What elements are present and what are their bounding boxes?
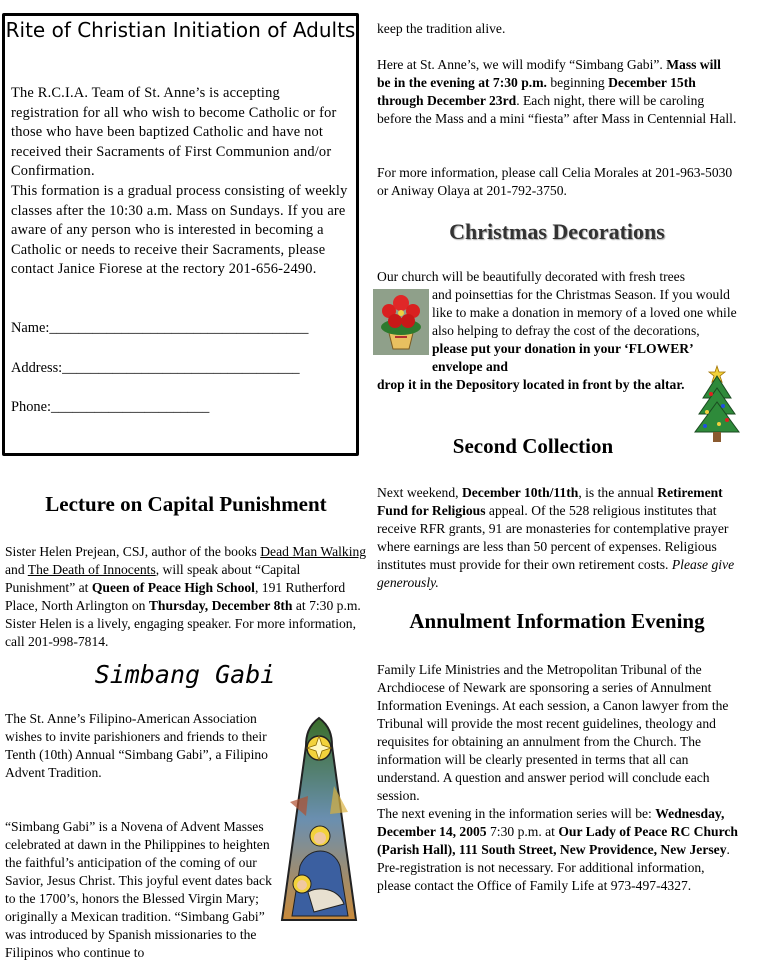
simbang-contact: For more information, please call Celia Morales at 201-963-5030 or Aniway Olaya at 201-792-3750. [377,165,733,198]
decorations-heading: Christmas Decorations [449,219,665,244]
madonna-icon [278,716,360,922]
christmas-tree-icon [693,362,741,444]
collection-text: Next weekend, December 10th/11th, is the annual Retirement Fund for Religious appeal. Of the 528 religious institutes that receive RFR grants, 91 are monasteries for contemplative prayer where earnings are less than 50 percent of expenses. Religious institutes must provide for their own retirement costs. Please give generously. [377,485,735,590]
poinsettia-icon [373,289,429,355]
simbang-continued: keep the tradition alive. [377,21,506,36]
lecture-heading: Lecture on Capital Punishment [45,492,327,516]
annulment-heading: Annulment Information Evening [409,609,705,633]
rcia-paragraph-2: This formation is a gradual process consisting of weekly classes after the 10:30 a.m. Mass on Sundays. If you are aware of any person who is interested in becoming a Catholic or needs to receive their Sacraments, please contact Janice Fiorese at the rectory 201-656-2490. [11,182,348,278]
decorations-text: and poinsettias for the Christmas Season. If you would like to make a donation in memory of a loved one while also helping to defray the cost of the decorations, please put your donation in your ‘FLOWER’ envelope and [432,287,737,374]
rcia-text [11,84,351,280]
decorations-first-line: Our church will be beautifully decorated with fresh trees [377,269,686,284]
book-title-1: Dead Man Walking [260,544,367,559]
book-title-2: The Death of Innocents [27,562,156,577]
simbang-paragraph-2: “Simbang Gabi” is a Novena of Advent Masses celebrated at dawn in the Philippines to heighten the faithful’s anticipation of the coming of our Savior, Jesus Christ. This joyful event dates back to the 1700’s, honors the Blessed Virgin Mary; originally a Mexican tradition. “Simbang Gabi” was introduced by Spanish missionaries to the Filipinos who continue to [5,819,272,960]
rcia-title: Rite of Christian Initiation of Adults [5,18,356,42]
simbang-paragraph-1: The St. Anne’s Filipino-American Association wishes to invite parishioners and friends to their Tenth (10th) Annual “Simbang Gabi”, a Filipino Advent Tradition. [5,711,268,780]
phone-field[interactable]: Phone:______________________ [11,399,210,415]
lecture-text: Sister Helen Prejean, CSJ, author of the books Dead Man Walking and The Death of Innocents, will speak about “Capital Punishment” at Queen of Peace High School, 191 Rutherford Place, North Arlington on Thursday, December 8th at 7:30 p.m. Sister Helen is a lively, engaging speaker. For more information, call 201-998-7814. [5,544,367,649]
collection-heading: Second Collection [452,434,614,458]
address-field[interactable]: Address:_________________________________ [11,360,300,376]
simbang-heading: Simbang Gabi [94,660,276,689]
simbang-paragraph-3: Here at St. Anne’s, we will modify “Simbang Gabi”. Mass will be in the evening at 7:30 p.m. beginning December 15th through December 23rd. Each night, there will be caroling before the Mass and a mini “fiesta” after Mass in Centennial Hall. [377,57,737,126]
decorations-bold-end: drop it in the Depository located in front by the altar. [377,377,685,392]
annulment-paragraph-1: Family Life Ministries and the Metropolitan Tribunal of the Archdiocese of Newark are sponsoring a series of Annulment Information Evenings. At each session, a Canon lawyer from the Tribunal will provide the most recent guidelines, theology and requisites for obtaining an annulment from the Church. The information will be clearly presented in terms that all can understand. A question and answer period will conclude each session. [377,662,729,803]
rcia-paragraph-1: The R.C.I.A. Team of St. Anne’s is accepting registration for all who wish to become Catholic or for those who have been baptized Catholic and have not received their Sacraments of First Communion and/or Confirmation. [11,85,337,180]
name-field[interactable]: Name:____________________________________ [11,320,309,336]
annulment-paragraph-2: The next evening in the information series will be: Wednesday, December 14, 2005 7:30 p.m. at Our Lady of Peace RC Church (Parish Hall), 111 South Street, New Providence, New Jersey. Pre-registration is not necessary. For additional information, please contact the Office of Family Life at 973-497-4327. [377,806,738,893]
